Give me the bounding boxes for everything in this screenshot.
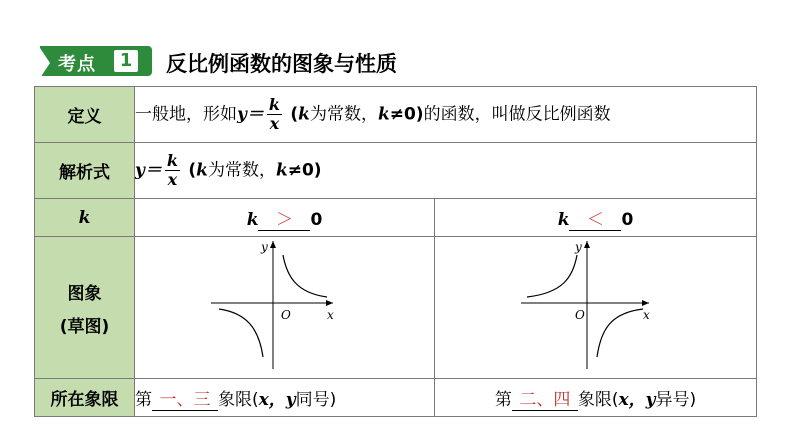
expression-fraction	[165, 152, 180, 189]
y-axis-arrow	[584, 241, 590, 248]
definition-k2: k	[377, 104, 390, 125]
x-axis-label: x	[643, 308, 650, 322]
quadrant-positive-prefix: 第	[135, 389, 152, 410]
quadrant-negative-vars: x，y	[618, 389, 656, 410]
definition-k: k	[298, 104, 310, 125]
quadrant-positive-cell	[135, 379, 435, 417]
topic-badge	[40, 46, 152, 76]
quadrant-negative-answer: 二、四	[512, 385, 578, 411]
expression-content	[135, 143, 757, 199]
k-label: k	[35, 199, 135, 237]
quadrant-positive-suffix: 象限(	[218, 389, 259, 410]
definition-y-eq: y＝	[237, 104, 264, 125]
k-row	[35, 199, 757, 237]
expression-neq: ≠0)	[287, 160, 322, 181]
branch-quadrant-two	[527, 255, 577, 297]
k-positive-cell	[135, 199, 435, 237]
definition-prefix: 一般地，形如	[135, 104, 237, 125]
quadrant-negative-suffix: 象限(	[577, 389, 619, 410]
definition-neq: ≠0)	[389, 104, 424, 125]
definition-label: 定义	[35, 87, 135, 143]
badge-notch	[40, 48, 50, 78]
quadrant-label: 所在象限	[35, 379, 135, 417]
quadrant-positive-vars: x，y	[258, 389, 296, 410]
k-negative-cell	[435, 199, 757, 237]
graph-row	[35, 237, 757, 379]
fraction-denominator: x	[269, 114, 280, 133]
branch-quadrant-one	[283, 255, 327, 297]
k-negative-sign: ＜	[569, 205, 621, 231]
x-axis-label: x	[327, 308, 334, 322]
y-axis-arrow	[270, 241, 276, 248]
quadrant-negative-cell	[435, 379, 757, 417]
k-positive-zero: 0	[310, 209, 323, 230]
expression-paren: (	[188, 160, 197, 181]
branch-quadrant-three	[219, 309, 263, 357]
expression-row	[35, 143, 757, 199]
hyperbola-positive-graph	[135, 237, 435, 373]
expression-k2: k	[275, 160, 288, 181]
definition-row	[35, 87, 757, 143]
definition-fraction	[267, 96, 282, 133]
fraction-numerator: k	[268, 95, 280, 114]
expression-y-eq: y＝	[135, 160, 162, 181]
badge-number: 1	[114, 50, 138, 72]
origin-label: O	[575, 308, 585, 322]
origin-label: O	[281, 308, 291, 322]
page-title: 反比例函数的图象与性质	[166, 52, 397, 76]
fraction-denominator: x	[167, 170, 178, 189]
quadrant-negative-end: 异号)	[655, 389, 697, 410]
definition-paren: (	[290, 104, 299, 125]
badge-label: 考点	[58, 54, 96, 75]
x-axis-arrow	[326, 300, 333, 306]
x-axis-arrow	[642, 300, 649, 306]
k-positive-sign: ＞	[258, 205, 310, 231]
section-header	[32, 44, 772, 80]
expression-const: 为常数，	[207, 160, 276, 181]
definition-suffix: 的函数，叫做反比例函数	[423, 104, 611, 125]
k-positive-var: k	[246, 209, 259, 230]
y-axis-label: y	[261, 240, 268, 254]
k-negative-zero: 0	[621, 209, 634, 230]
graph-label-line1: 图象	[67, 283, 102, 304]
fraction-numerator: k	[166, 151, 178, 170]
graph-negative-cell	[435, 237, 757, 379]
quadrant-positive-end: 同号)	[295, 389, 337, 410]
k-negative-var: k	[557, 209, 570, 230]
graph-label	[35, 237, 135, 379]
quadrant-negative-prefix: 第	[494, 389, 512, 410]
properties-table	[34, 86, 757, 417]
hyperbola-negative-graph	[435, 237, 757, 373]
quadrant-row	[35, 379, 757, 417]
definition-content	[135, 87, 757, 143]
graph-positive-cell	[135, 237, 435, 379]
expression-k: k	[196, 160, 208, 181]
expression-label: 解析式	[35, 143, 135, 199]
graph-label-line2: (草图)	[59, 316, 110, 337]
y-axis-label: y	[575, 240, 582, 254]
definition-const: 为常数，	[309, 104, 378, 125]
quadrant-positive-answer: 一、三	[152, 385, 218, 411]
branch-quadrant-four	[597, 309, 643, 357]
